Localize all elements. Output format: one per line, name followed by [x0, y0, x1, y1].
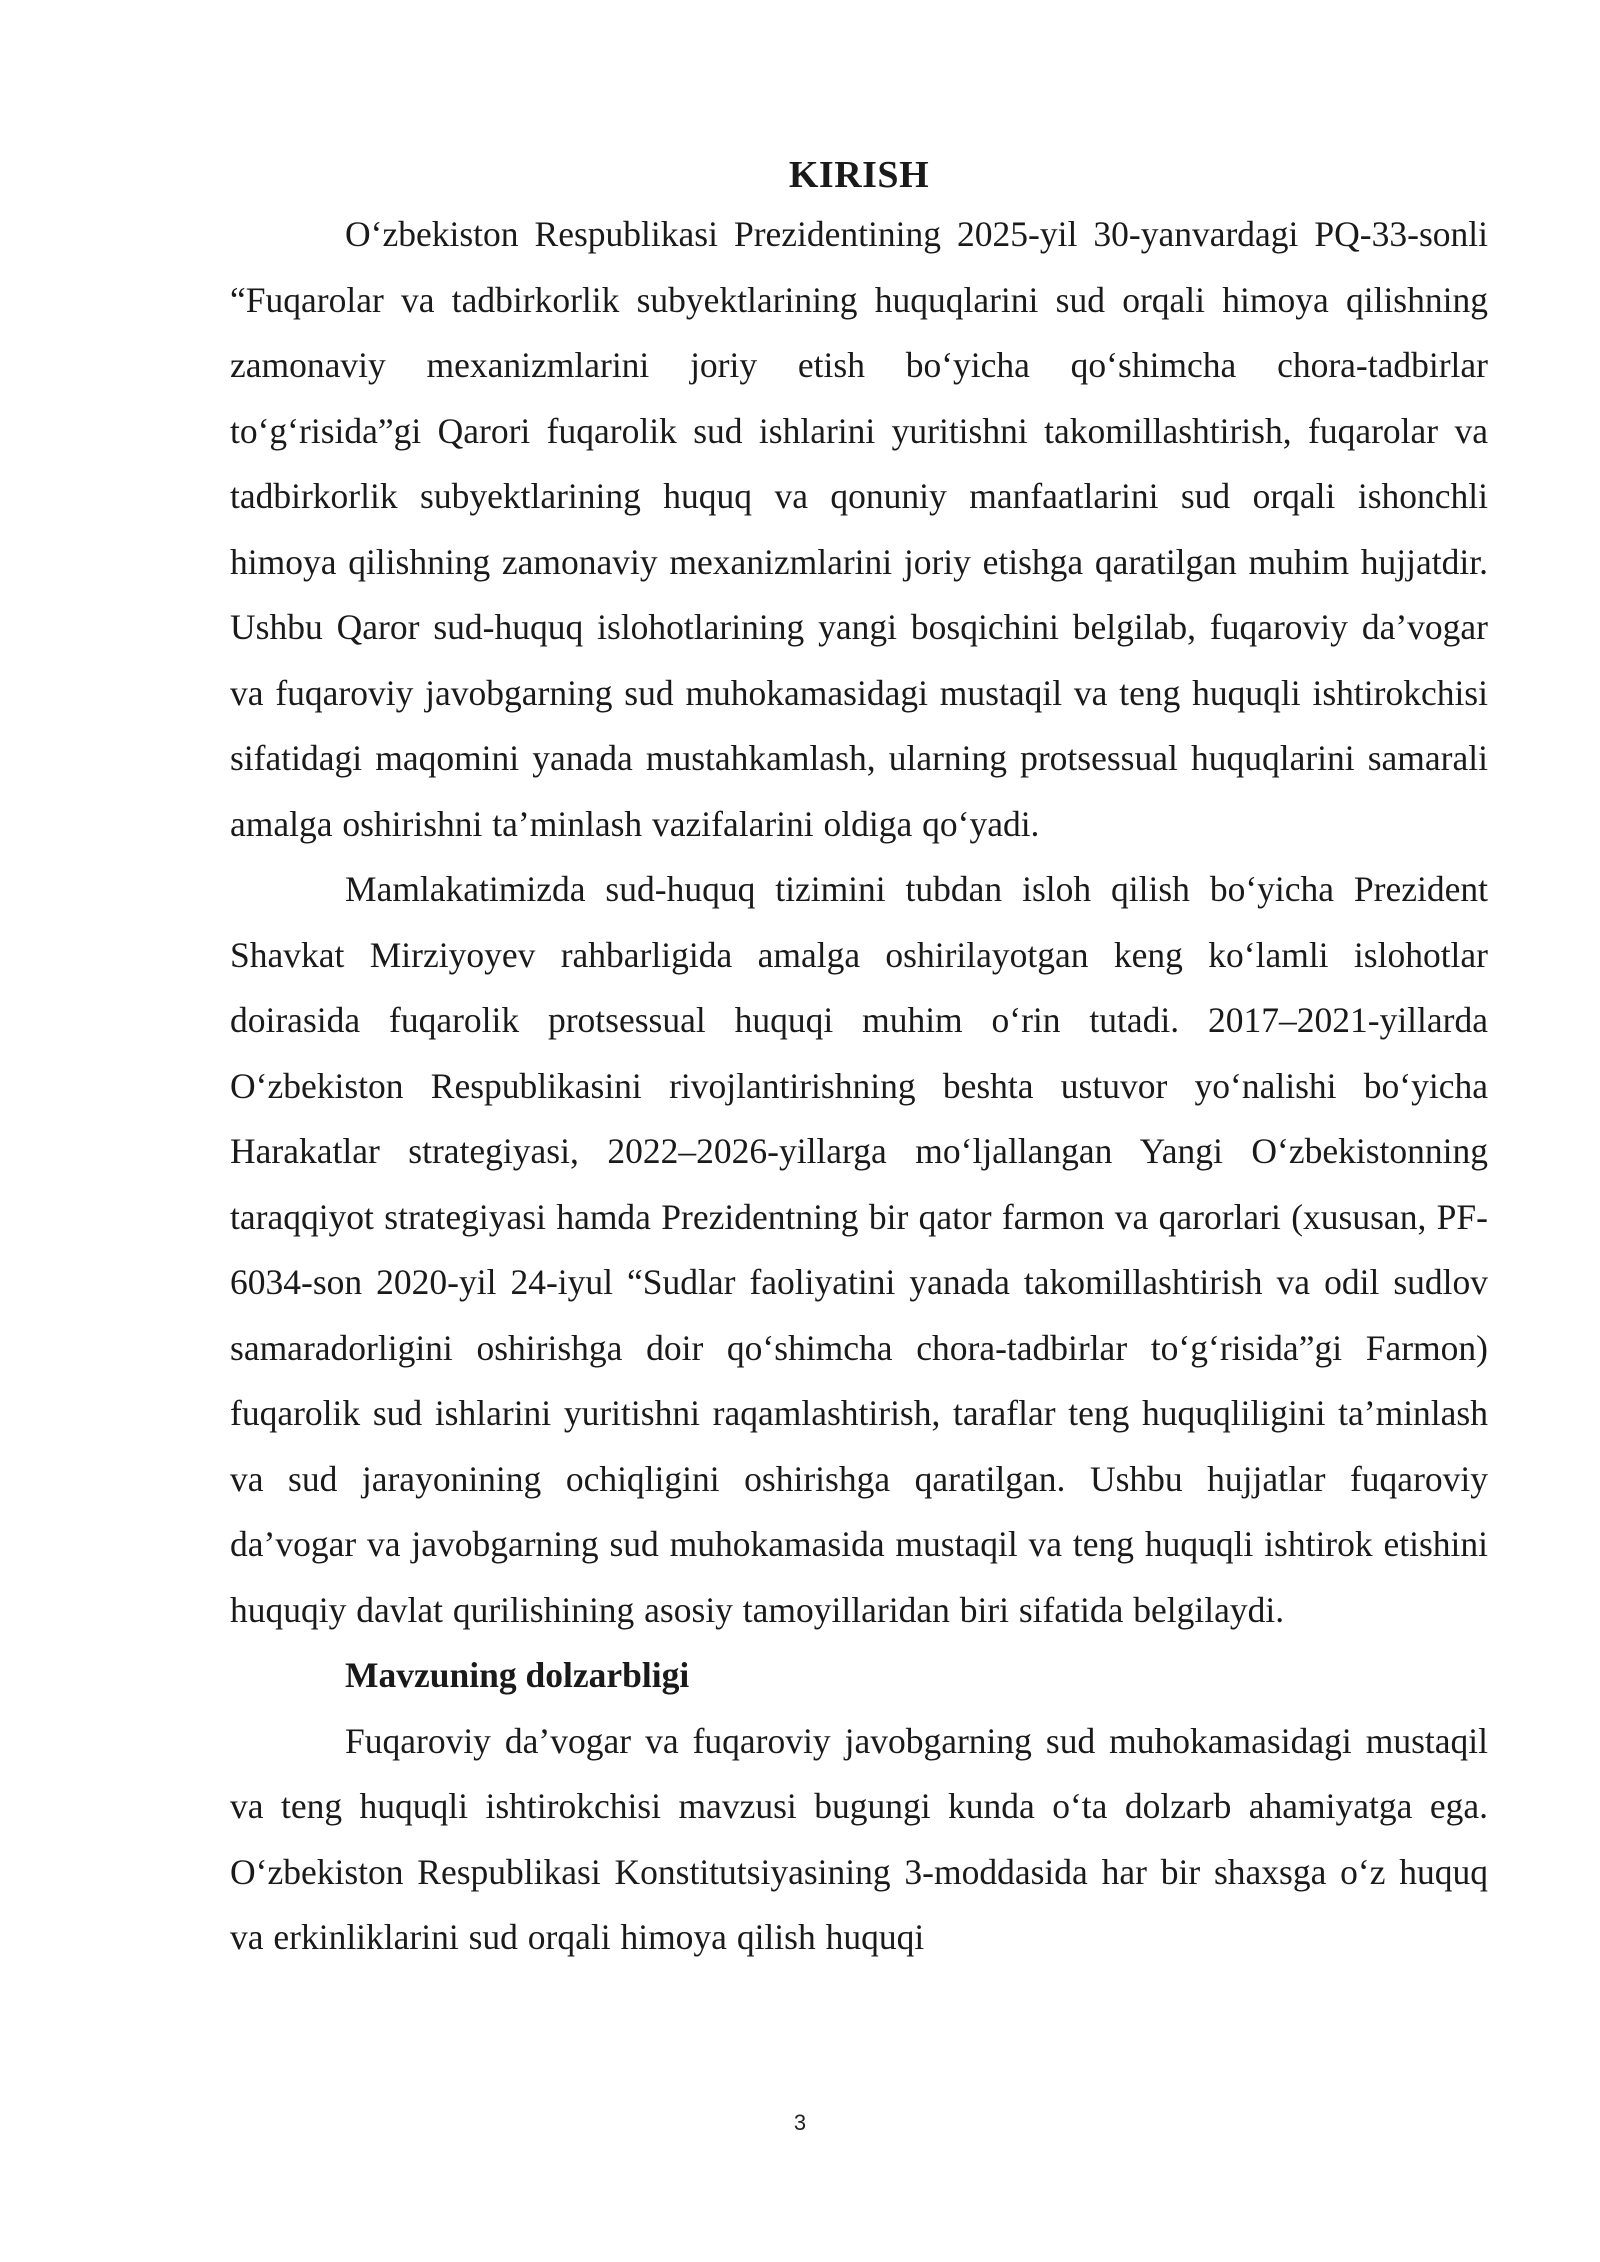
page-content — [230, 148, 1488, 1971]
page-number: 3 — [793, 2110, 807, 2135]
section-title: KIRISH — [788, 154, 930, 196]
subheading-relevance: Mavzuning dolzarbligi — [345, 1655, 690, 1695]
paragraph-intro-decree: O‘zbekiston Respublikasi Prezidentining 2025-yil 30-yanvardagi PQ-33-sonli “Fuqarolar va tadbirkorlik subyektlarining huquqlarini sud orqali himoya qilishning zamonaviy mexanizmlarini joriy etish bo‘yicha qo‘shimcha chora-tadbirlar to‘g‘risida”gi Qarori fuqarolik sud ishlarini yuritishni takomillashtirish, fuqarolar va tadbirkorlik subyektlarining huquq va qonuniy manfaatlarini sud orqali ishonchli himoya qilishning zamonaviy mexanizmlarini joriy etishga qaratilgan muhim hujjatdir. Ushbu Qaror sud-huquq islohotlarining yangi bosqichini belgilab, fuqaroviy da’vogar va fuqaroviy javobgarning sud muhokamasidagi mustaqil va teng huquqli ishtirokchisi sifatidagi maqomini yanada mustahkamlash, ularning protsessual huquqlarini samarali amalga oshirishni ta’minlash vazifalarini oldiga qo‘yadi. — [230, 214, 1488, 844]
paragraph-reforms: Mamlakatimizda sud-huquq tizimini tubdan isloh qilish bo‘yicha Prezident Shavkat Mirziyoyev rahbarligida amalga oshirilayotgan keng ko‘lamli islohotlar doirasida fuqarolik protsessual huquqi muhim o‘rin tutadi. 2017–2021-yillarda O‘zbekiston Respublikasini rivojlantirishning beshta ustuvor yo‘nalishi bo‘yicha Harakatlar strategiyasi, 2022–2026-yillarga mo‘ljallangan Yangi O‘zbekistonning taraqqiyot strategiyasi hamda Prezidentning bir qator farmon va qarorlari (xususan, PF-6034-son 2020-yil 24-iyul “Sudlar faoliyatini yanada takomillashtirish va odil sudlov samaradorligini oshirishga doir qo‘shimcha chora-tadbirlar to‘g‘risida”gi Farmon) fuqarolik sud ishlarini yuritishni raqamlashtirish, taraflar teng huquqliligini ta’minlash va sud jarayonining ochiqligini oshirishga qaratilgan. Ushbu hujjatlar fuqaroviy da’vogar va javobgarning sud muhokamasida mustaqil va teng huquqli ishtirok etishini huquqiy davlat qurilishining asosiy tamoyillaridan biri sifatida belgilaydi. — [230, 869, 1488, 1630]
paragraph-relevance: Fuqaroviy da’vogar va fuqaroviy javobgarning sud muhokamasidagi mustaqil va teng huquqli ishtirokchisi mavzusi bugungi kunda o‘ta dolzarb ahamiyatga ega. O‘zbekiston Respublikasi Konstitutsiyasining 3-moddasida har bir shaxsga o‘z huquq va erkinliklarini sud orqali himoya qilish huquqi — [230, 1720, 1488, 1957]
